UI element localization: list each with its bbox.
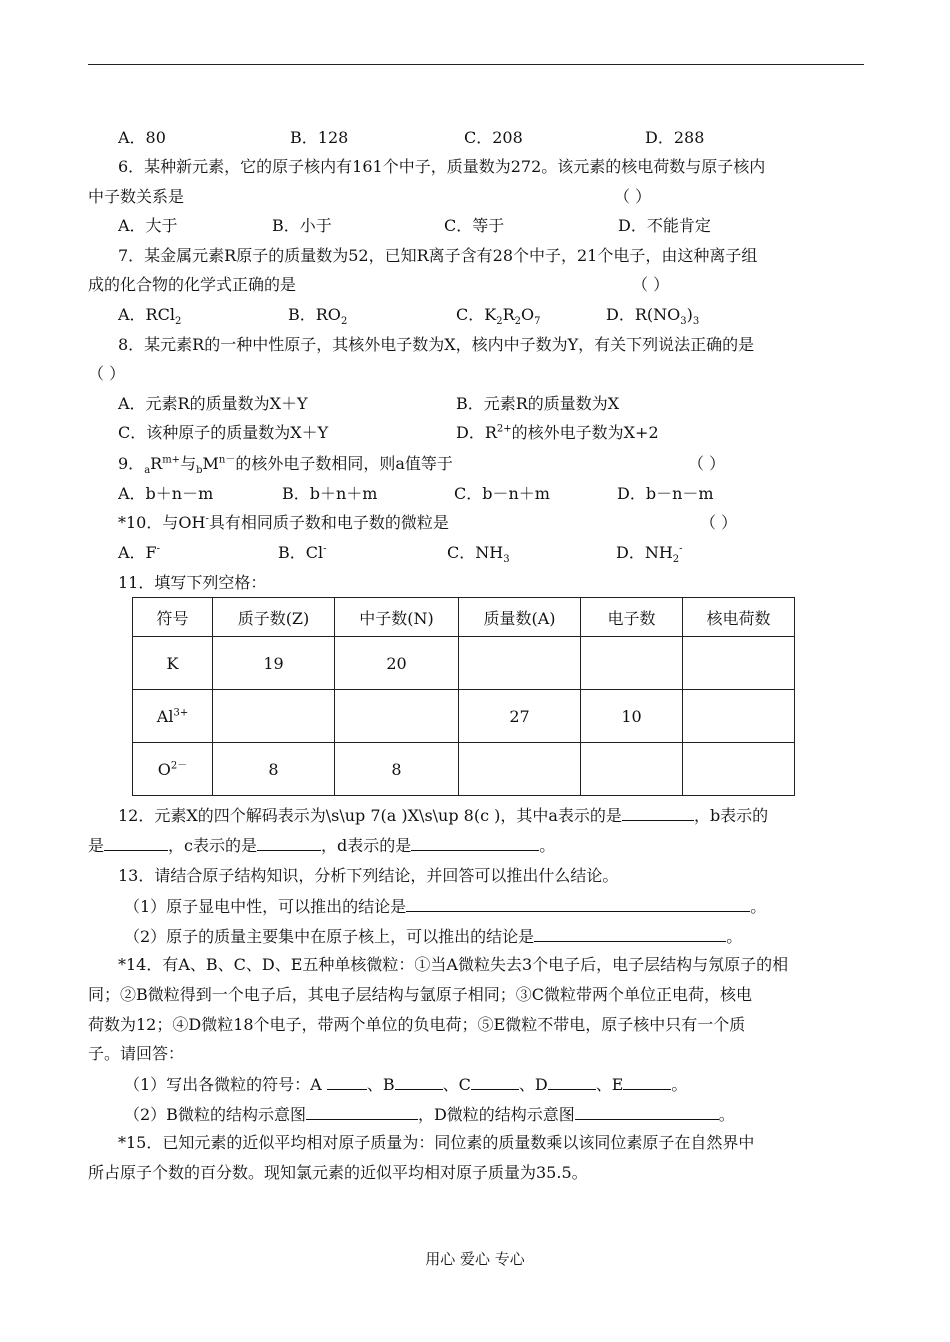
q9-answer-paren: （ ） (688, 454, 726, 473)
cell-e[interactable] (581, 637, 683, 690)
q14-part2: （2）B微粒的结构示意图 ，D微粒的结构示意图 。 (124, 1105, 735, 1124)
q10-option-a: A．F- (118, 543, 161, 562)
header-symbol: 符号 (133, 598, 213, 637)
header-rule (88, 64, 864, 65)
q8-option-c: C．该种原子的质量数为X＋Y (118, 423, 329, 442)
q5-option-c: C．208 (464, 128, 523, 147)
q13-blank-2[interactable] (534, 926, 726, 942)
q6-option-c: C．等于 (444, 216, 505, 235)
q8-option-d: D．$R^{2+}$的核外电子数为X+2 (456, 423, 659, 442)
q7-line2: 成的化合物的化学式正确的是 (88, 275, 297, 294)
q7-option-a: A．RCl$_2$ (118, 305, 182, 328)
q14-blank-d-diagram[interactable] (575, 1104, 719, 1120)
q11-table (132, 597, 795, 796)
q14-line4: 子。请回答： (88, 1044, 185, 1063)
cell-z[interactable] (213, 690, 335, 743)
q10-option-c: C．$NH_3$ (447, 543, 510, 566)
cell-z: 8 (213, 743, 335, 796)
q8-option-a: A．元素R的质量数为X＋Y (118, 394, 308, 413)
q13-blank-1[interactable] (406, 896, 750, 912)
header-nuclear-charge: 核电荷数 (683, 598, 795, 637)
q5-option-d: D．288 (645, 128, 705, 147)
q7-option-c: C．$K_2R_2O_7$ (456, 305, 541, 328)
table-row (133, 743, 795, 796)
q6-option-a: A．大于 (118, 216, 178, 235)
q7-answer-paren: （ ） (632, 275, 670, 294)
q8-option-b: B．元素R的质量数为X (456, 394, 620, 413)
cell-charge[interactable] (683, 743, 795, 796)
q6-option-b: B．小于 (272, 216, 332, 235)
cell-symbol: $O^{2-}$ (133, 743, 213, 796)
q5-options (118, 128, 818, 148)
q12-line2: 是 ，c表示的是 ，d表示的是 。 (88, 836, 556, 855)
cell-charge[interactable] (683, 690, 795, 743)
q14-blank-b[interactable] (395, 1074, 443, 1090)
q5-option-b: B．128 (290, 128, 349, 147)
cell-n: 20 (335, 637, 459, 690)
q6-line2: 中子数关系是 (88, 187, 185, 206)
q9-stem: 9．$_aR^{m+}$与$_bM^{n-}$的核外电子数相同，则a值等于 (118, 454, 453, 477)
q12-blank-c[interactable] (257, 835, 321, 851)
header-mass-number: 质量数(A) (459, 598, 581, 637)
cell-n: 8 (335, 743, 459, 796)
q12-blank-a[interactable] (622, 805, 694, 821)
q6-line1: 6．某种新元素，它的原子核内有161个中子，质量数为272。该元素的核电荷数与原子核内 (118, 157, 766, 176)
q14-line3: 荷数为12；④D微粒18个电子，带两个单位的负电荷；⑤E微粒不带电，原子核中只有一个质 (88, 1015, 746, 1034)
q14-blank-a[interactable] (327, 1074, 367, 1090)
q9-option-a: A．b＋n－m (118, 484, 214, 503)
q14-blank-c[interactable] (471, 1074, 519, 1090)
q8-answer-paren: （ ） (88, 364, 126, 383)
q10-option-b: B．Cl- (278, 543, 327, 562)
q7-options (118, 305, 818, 328)
q9-option-b: B．b＋n＋m (282, 484, 378, 503)
q6-answer-paren: （ ） (614, 187, 652, 206)
q13-title: 13．请结合原子结构知识，分析下列结论，并回答可以推出什么结论。 (118, 866, 619, 885)
q10-answer-paren: （ ） (700, 513, 738, 532)
q9-options (118, 484, 818, 504)
q7-option-d: D．$R(NO_3)_3$ (606, 305, 700, 328)
q6-options (118, 216, 818, 236)
q10-option-d: D．$NH_2^-$ (616, 543, 683, 566)
header-electron-count: 电子数 (581, 598, 683, 637)
q13-part2: （2）原子的质量主要集中在原子核上，可以推出的结论是 。 (124, 927, 743, 946)
q12-blank-d[interactable] (411, 835, 539, 851)
cell-a[interactable] (459, 637, 581, 690)
table-row (133, 690, 795, 743)
cell-a[interactable] (459, 743, 581, 796)
q15-line2: 所占原子个数的百分数。现知氯元素的近似平均相对原子质量为35.5。 (88, 1163, 588, 1182)
q8-line1: 8．某元素R的一种中性原子，其核外电子数为X，核内中子数为Y，有关下列说法正确的是 (118, 335, 755, 354)
q11-title: 11．填写下列空格： (118, 573, 267, 592)
cell-charge[interactable] (683, 637, 795, 690)
q10-options (118, 543, 818, 566)
cell-n[interactable] (335, 690, 459, 743)
q5-option-a: A．80 (118, 128, 166, 147)
table-row (133, 637, 795, 690)
q14-blank-d[interactable] (548, 1074, 596, 1090)
q12-line1: 12．元素X的四个解码表示为\s\up 7(a )X\s\up 8(c )，其中a表示的是 ，b表示的 (118, 806, 769, 825)
header-proton-count: 质子数(Z) (213, 598, 335, 637)
q7-line1: 7．某金属元素R原子的质量数为52，已知R离子含有28个中子，21个电子，由这种离子组 (118, 246, 758, 265)
q9-option-d: D．b－n－m (617, 484, 714, 503)
q10-stem: *10．与OH-具有相同质子数和电子数的微粒是 (118, 513, 449, 532)
cell-e[interactable] (581, 743, 683, 796)
table-header-row (133, 598, 795, 637)
q12-blank-b[interactable] (104, 835, 168, 851)
q14-blank-e[interactable] (623, 1074, 671, 1090)
q9-option-c: C．b－n＋m (454, 484, 550, 503)
q6-option-d: D．不能肯定 (618, 216, 711, 235)
q14-line1: *14．有A、B、C、D、E五种单核微粒：①当A微粒失去3个电子后，电子层结构与氖原子的相 (118, 955, 789, 974)
q14-line2: 同；②B微粒得到一个电子后，其电子层结构与氩原子相同；③C微粒带两个单位正电荷，核电 (88, 985, 753, 1004)
q13-part1: （1）原子显电中性，可以推出的结论是 。 (124, 897, 767, 916)
q15-line1: *15．已知元素的近似平均相对原子质量为：同位素的质量数乘以该同位素原子在自然界中 (118, 1133, 755, 1152)
cell-z: 19 (213, 637, 335, 690)
q14-blank-b-diagram[interactable] (306, 1104, 418, 1120)
q7-option-b: B．$RO_2$ (288, 305, 348, 328)
header-neutron-count: 中子数(N) (335, 598, 459, 637)
page-footer: 用心 爱心 专心 (425, 1250, 525, 1268)
cell-e: 10 (581, 690, 683, 743)
q14-part1: （1）写出各微粒的符号：A 、B 、C 、D 、E 。 (124, 1075, 688, 1094)
cell-symbol: $Al^{3+}$ (133, 690, 213, 743)
cell-a: 27 (459, 690, 581, 743)
cell-symbol: K (133, 637, 213, 690)
